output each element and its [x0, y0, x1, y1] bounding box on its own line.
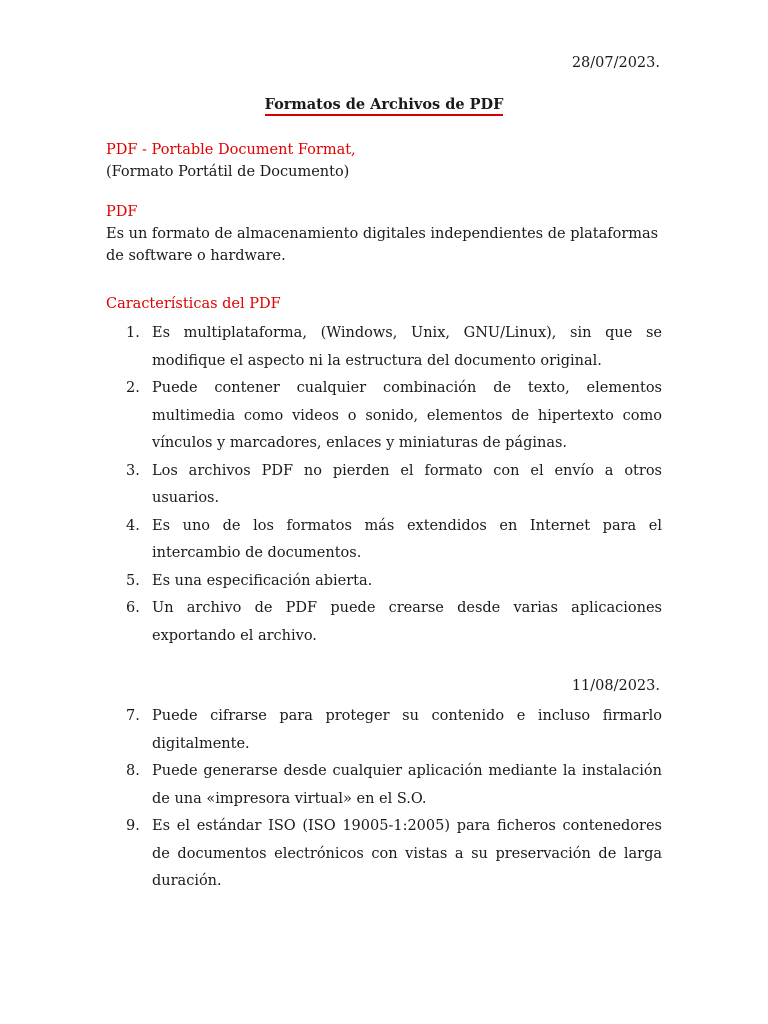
list-item	[106, 568, 662, 596]
list-item-number: 2.	[126, 380, 140, 396]
list-item-number: 5.	[126, 572, 140, 589]
list-item-number: 8.	[126, 763, 140, 779]
date-second: 11/08/2023.	[571, 678, 660, 694]
list-item-number: 3.	[126, 462, 140, 479]
list-item	[106, 458, 662, 513]
characteristics-list-first	[106, 320, 662, 650]
list-item-text: Es una especificación abierta.	[152, 572, 373, 589]
list-item-text: Puede contener cualquier combinación de texto, elementos multimedia como videos o sonido, elementos de hipertexto como vínculos y marcadores, enlaces y miniaturas de páginas.	[152, 380, 662, 451]
list-item	[106, 375, 662, 458]
list-item	[106, 813, 662, 896]
characteristics-heading: Características del PDF	[106, 296, 281, 312]
list-item-text: Puede cifrarse para proteger su contenido e incluso firmarlo digitalmente.	[152, 708, 662, 752]
date-first: 28/07/2023.	[571, 55, 660, 71]
list-item-text: Un archivo de PDF puede crearse desde varias aplicaciones exportando el archivo.	[152, 600, 662, 644]
list-item-number: 1.	[126, 325, 140, 341]
list-item-number: 7.	[126, 708, 140, 724]
list-item-number: 6.	[126, 600, 140, 616]
list-item	[106, 595, 662, 650]
list-item-text: Es uno de los formatos más extendidos en Internet para el intercambio de documentos.	[152, 517, 662, 561]
list-item	[106, 320, 662, 375]
definition-subtitle: (Formato Portátil de Documento)	[106, 164, 350, 180]
list-item	[106, 703, 662, 758]
list-item	[106, 758, 662, 813]
pdf-heading: PDF	[106, 204, 138, 220]
pdf-description: Es un formato de almacenamiento digitales independientes de plataformas de software o hardware.	[106, 226, 659, 264]
list-item-text: Puede generarse desde cualquier aplicación mediante la instalación de una «impresora virtual» en el S.O.	[152, 763, 662, 807]
list-item	[106, 513, 662, 568]
list-item-number: 4.	[126, 517, 140, 534]
list-item-text: Es multiplataforma, (Windows, Unix, GNU/Linux), sin que se modifique el aspecto ni la estructura del documento original.	[152, 325, 662, 369]
list-item-number: 9.	[126, 818, 140, 834]
list-item-text: Es el estándar ISO (ISO 19005-1:2005) para ficheros contenedores de documentos electrónicos con vistas a su preservación de larga duración.	[152, 818, 662, 889]
definition-title: PDF - Portable Document Format,	[106, 142, 356, 158]
document-title	[0, 96, 768, 113]
characteristics-list-second	[106, 703, 662, 896]
document-title-text: Formatos de Archivos de PDF	[265, 96, 504, 116]
list-item-text: Los archivos PDF no pierden el formato con el envío a otros usuarios.	[152, 462, 662, 506]
